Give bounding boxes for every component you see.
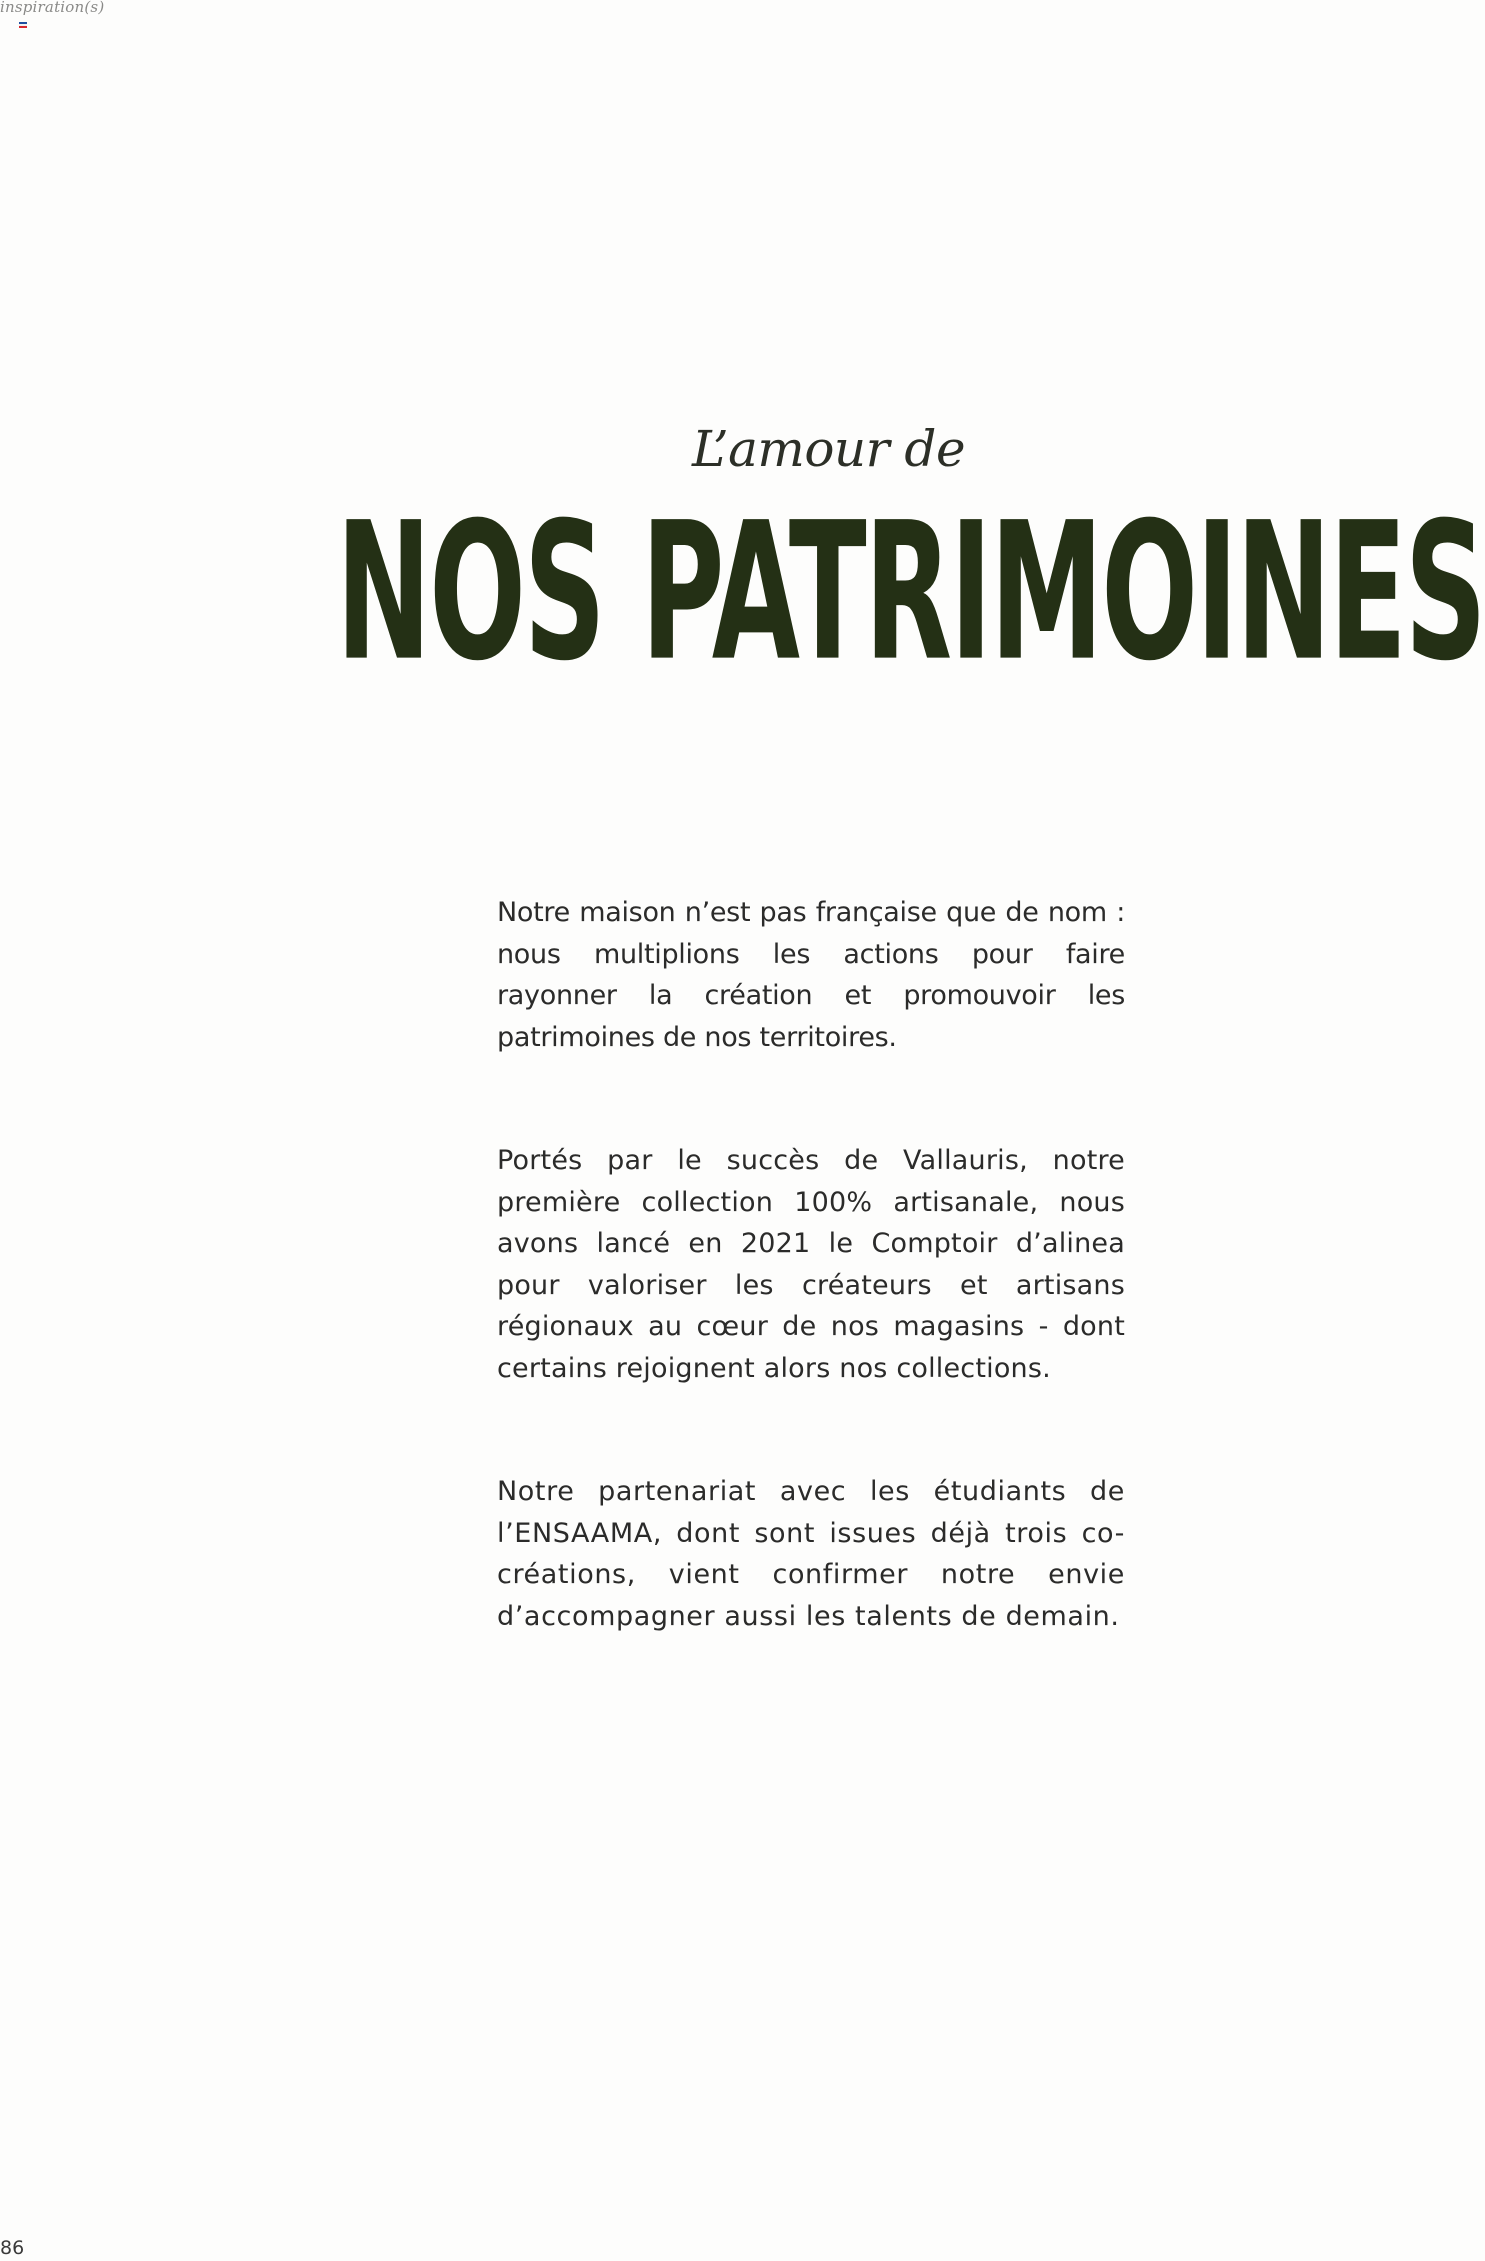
french-flag-icon <box>19 22 27 28</box>
flag-stripe-red <box>19 26 27 28</box>
article-paragraph-2: Portés par le succès de Vallauris, notre première collection 100% artisanale, nous avons lancé en 2021 le Comptoir d’alinea pour valoriser les créateurs et artisans régionaux au cœur de nos magasins - dont certains rejoignent alors nos collections. <box>497 1145 1125 1384</box>
article-kicker: L’amour de <box>692 420 966 478</box>
section-tag: inspiration(s) <box>0 0 105 16</box>
article-paragraph-3: Notre partenariat avec les étudiants de l’ENSAAMA, dont sont issues déjà trois co-créations, vient confirmer notre envie d’accompagner aussi les talents de demain. <box>497 1476 1125 1632</box>
page-number: 86 <box>0 2237 25 2259</box>
article-headline: NOS PATRIMOINES <box>336 481 1485 704</box>
article-paragraph-1: Notre maison n’est pas française que de nom : nous multiplions les actions pour faire rayonner la création et promouvoir les patrimoines de nos territoires. <box>497 897 1125 1053</box>
